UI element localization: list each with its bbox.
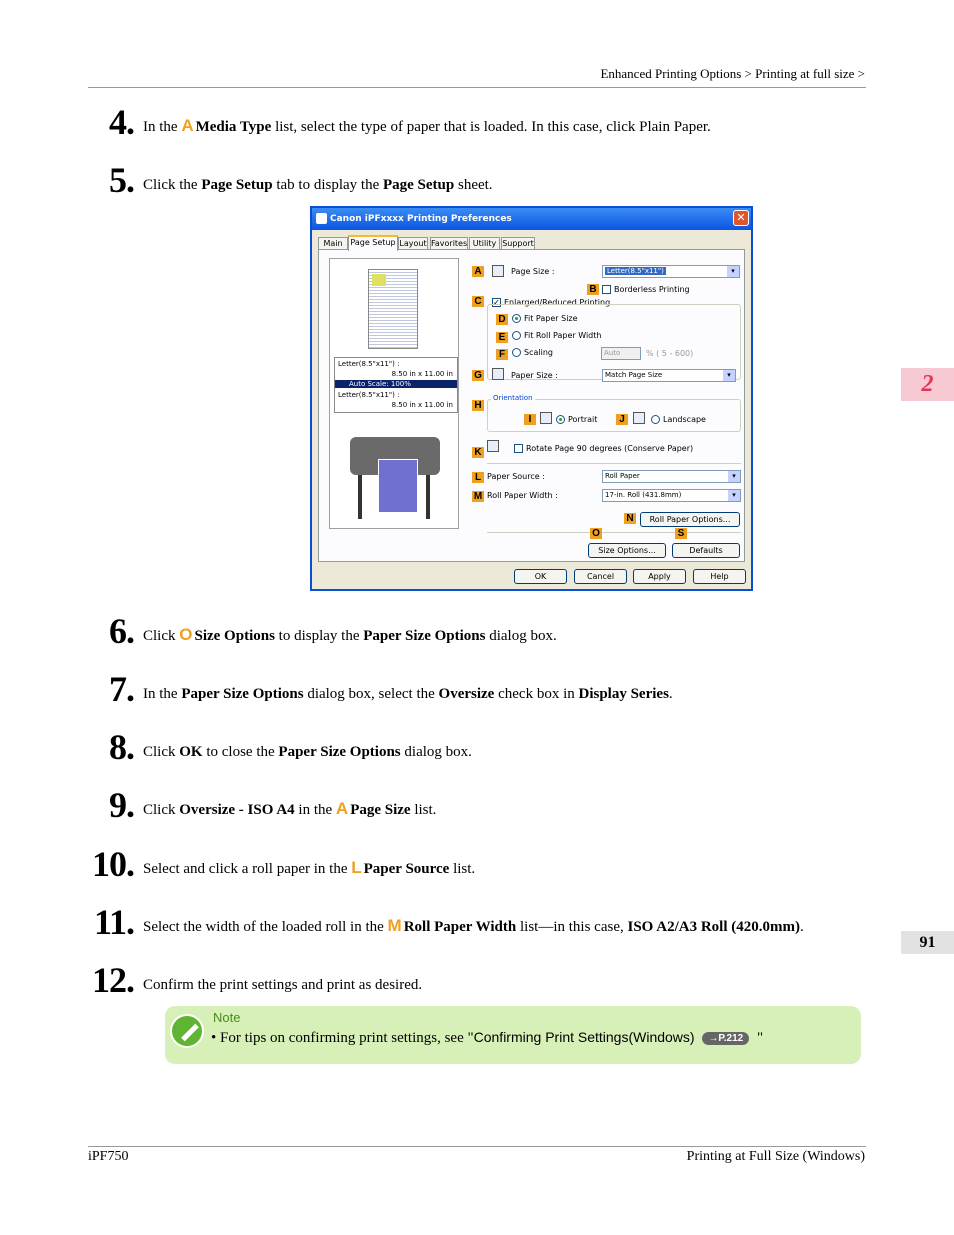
label-o: O xyxy=(590,528,602,539)
dialog-title: Canon iPFxxxx Printing Preferences xyxy=(330,214,512,224)
chevron-down-icon: ▾ xyxy=(723,370,735,381)
scaling-input[interactable]: Auto xyxy=(601,347,641,360)
cancel-button[interactable]: Cancel xyxy=(574,569,627,584)
paper-source-combo[interactable]: Roll Paper ▾ xyxy=(602,470,741,483)
confirming-settings-link[interactable]: Confirming Print Settings(Windows) xyxy=(473,1029,695,1045)
paper-size-combo[interactable]: Match Page Size ▾ xyxy=(602,369,736,382)
page-setup-panel xyxy=(318,249,745,562)
size-line-5: 8.50 in x 11.00 in xyxy=(391,401,453,409)
step-number: 9. xyxy=(109,785,134,825)
separator xyxy=(487,463,741,464)
defaults-button[interactable]: Defaults xyxy=(672,543,740,558)
tab-favorites[interactable]: Favorites xyxy=(431,239,468,248)
header-breadcrumb: Enhanced Printing Options > Printing at full size > xyxy=(600,66,865,81)
chevron-down-icon: ▾ xyxy=(728,490,740,501)
tab-main[interactable]: Main xyxy=(318,237,348,250)
step-text: Confirm the print settings and print as desired. xyxy=(143,977,423,993)
step-number: 10. xyxy=(92,844,134,884)
step-text: Select and click a roll paper in the L Paper Source list. xyxy=(143,858,476,877)
label-e: E xyxy=(496,332,508,343)
note-box xyxy=(165,1006,861,1064)
fit-roll-width-radio[interactable] xyxy=(512,331,521,340)
tab-layout[interactable]: Layout xyxy=(399,239,427,248)
pencil-icon xyxy=(170,1014,204,1048)
page-size-label: Page Size : xyxy=(511,267,555,276)
step-number: 6. xyxy=(109,611,134,651)
size-info-box xyxy=(334,357,458,413)
step-text: Click Oversize - ISO A4 in the A Page Size list. xyxy=(143,799,437,818)
enlarged-checkbox[interactable]: ✓ xyxy=(493,298,500,307)
label-k: K xyxy=(472,447,484,458)
roll-width-combo[interactable]: 17-in. Roll (431.8mm) ▾ xyxy=(602,489,741,502)
tab-support[interactable]: Support xyxy=(502,239,534,248)
step-text: Click the Page Setup tab to display the Page Setup sheet. xyxy=(143,177,493,193)
portrait-label: Portrait xyxy=(568,415,598,424)
label-i: I xyxy=(524,414,536,425)
borderless-checkbox[interactable] xyxy=(602,285,611,294)
page-number-tab: 91 xyxy=(901,931,954,954)
landscape-icon xyxy=(633,412,645,424)
step-number: 12. xyxy=(92,960,134,1000)
help-button[interactable]: Help xyxy=(693,569,746,584)
label-s: S xyxy=(675,528,687,539)
fit-paper-size-label: Fit Paper Size xyxy=(524,314,578,323)
step-number: 5. xyxy=(109,160,134,200)
size-line-2: 8.50 in x 11.00 in xyxy=(391,370,453,378)
label-g: G xyxy=(472,370,484,381)
portrait-radio[interactable] xyxy=(556,415,565,424)
step-text: Select the width of the loaded roll in the M Roll Paper Width list—in this case, ISO A2/A3 Roll (420.0mm). xyxy=(143,916,804,935)
chapter-tab[interactable]: 2 xyxy=(901,368,954,401)
label-h: H xyxy=(472,400,484,411)
preview-thumbnail-icon xyxy=(372,274,386,286)
rotate-checkbox[interactable] xyxy=(514,444,523,453)
page-preview xyxy=(368,269,418,349)
label-c: C xyxy=(472,296,484,307)
label-a: A xyxy=(472,266,484,277)
scaling-range: % ( 5 - 600) xyxy=(646,349,694,358)
step-text: In the A Media Type list, select the type of paper that is loaded. In this case, click Plain Paper. xyxy=(143,116,711,135)
label-j: J xyxy=(616,414,628,425)
tab-utility[interactable]: Utility xyxy=(469,237,500,250)
page-size-combo[interactable]: Letter(8.5"x11") ▾ xyxy=(602,265,740,278)
printer-illustration-icon xyxy=(344,419,444,524)
callout-m: M xyxy=(387,916,402,935)
ok-button[interactable]: OK xyxy=(514,569,567,584)
landscape-radio[interactable] xyxy=(651,415,660,424)
step-number: 8. xyxy=(109,727,134,767)
label-d: D xyxy=(496,314,508,325)
step-text: Click O Size Options to display the Paper Size Options dialog box. xyxy=(143,625,557,644)
size-line-4: Letter(8.5"x11") : xyxy=(338,391,400,399)
step-text: In the Paper Size Options dialog box, select the Oversize check box in Display Series. xyxy=(143,686,673,702)
chevron-down-icon: ▾ xyxy=(728,471,740,482)
dialog-titlebar xyxy=(312,208,751,230)
label-f: F xyxy=(496,349,508,360)
landscape-label: Landscape xyxy=(663,415,706,424)
size-line-1: Letter(8.5"x11") : xyxy=(338,360,400,368)
callout-l: L xyxy=(351,858,362,877)
step-number: 7. xyxy=(109,669,134,709)
fit-paper-size-radio[interactable] xyxy=(512,314,521,323)
step-number: 4. xyxy=(109,102,134,142)
rotate-icon xyxy=(487,440,499,452)
footer-rule xyxy=(88,1146,866,1147)
close-icon[interactable]: ✕ xyxy=(733,210,749,226)
roll-width-label: Roll Paper Width : xyxy=(487,491,558,500)
chevron-down-icon: ▾ xyxy=(727,266,739,277)
step-text: Click OK to close the Paper Size Options dialog box. xyxy=(143,744,472,760)
paper-source-label: Paper Source : xyxy=(487,472,545,481)
orientation-title: Orientation xyxy=(493,394,533,402)
printing-preferences-dialog xyxy=(310,206,753,591)
footer-section: Printing at Full Size (Windows) xyxy=(686,1149,865,1164)
size-options-button[interactable]: Size Options... xyxy=(588,543,666,558)
roll-paper-options-button[interactable]: Roll Paper Options... xyxy=(640,512,740,527)
note-title: Note xyxy=(213,1010,241,1025)
page-size-icon xyxy=(492,265,504,277)
fit-roll-width-label: Fit Roll Paper Width xyxy=(524,331,602,340)
printer-icon xyxy=(316,213,327,224)
auto-scale-line: Auto Scale: 100% xyxy=(335,380,457,388)
label-b: B xyxy=(587,284,599,295)
step-number: 11. xyxy=(93,902,134,942)
preview-area xyxy=(329,258,459,529)
rotate-label: Rotate Page 90 degrees (Conserve Paper) xyxy=(526,444,694,453)
callout-a: A xyxy=(181,116,194,135)
scaling-radio[interactable] xyxy=(512,348,521,357)
label-l: L xyxy=(472,472,484,483)
apply-button[interactable]: Apply xyxy=(633,569,686,584)
borderless-label: Borderless Printing xyxy=(614,285,690,294)
header-rule xyxy=(88,87,866,88)
callout-o: O xyxy=(179,625,193,644)
paper-size-icon xyxy=(492,368,504,380)
footer-model: iPF750 xyxy=(88,1149,129,1164)
tab-page-setup[interactable]: Page Setup xyxy=(348,235,398,251)
label-n: N xyxy=(624,513,636,524)
scaling-label: Scaling xyxy=(524,348,553,357)
enlarged-label: Enlarged/Reduced Printing xyxy=(504,298,611,307)
label-m: M xyxy=(473,491,483,502)
page-reference-badge[interactable]: →P.212 xyxy=(702,1032,749,1045)
separator xyxy=(487,532,741,533)
paper-size-label: Paper Size : xyxy=(511,371,558,380)
note-body: • For tips on confirming print settings, see "Confirming Print Settings(Windows) →P.212 " xyxy=(211,1029,764,1046)
portrait-icon xyxy=(540,412,552,424)
callout-a: A xyxy=(335,799,349,818)
